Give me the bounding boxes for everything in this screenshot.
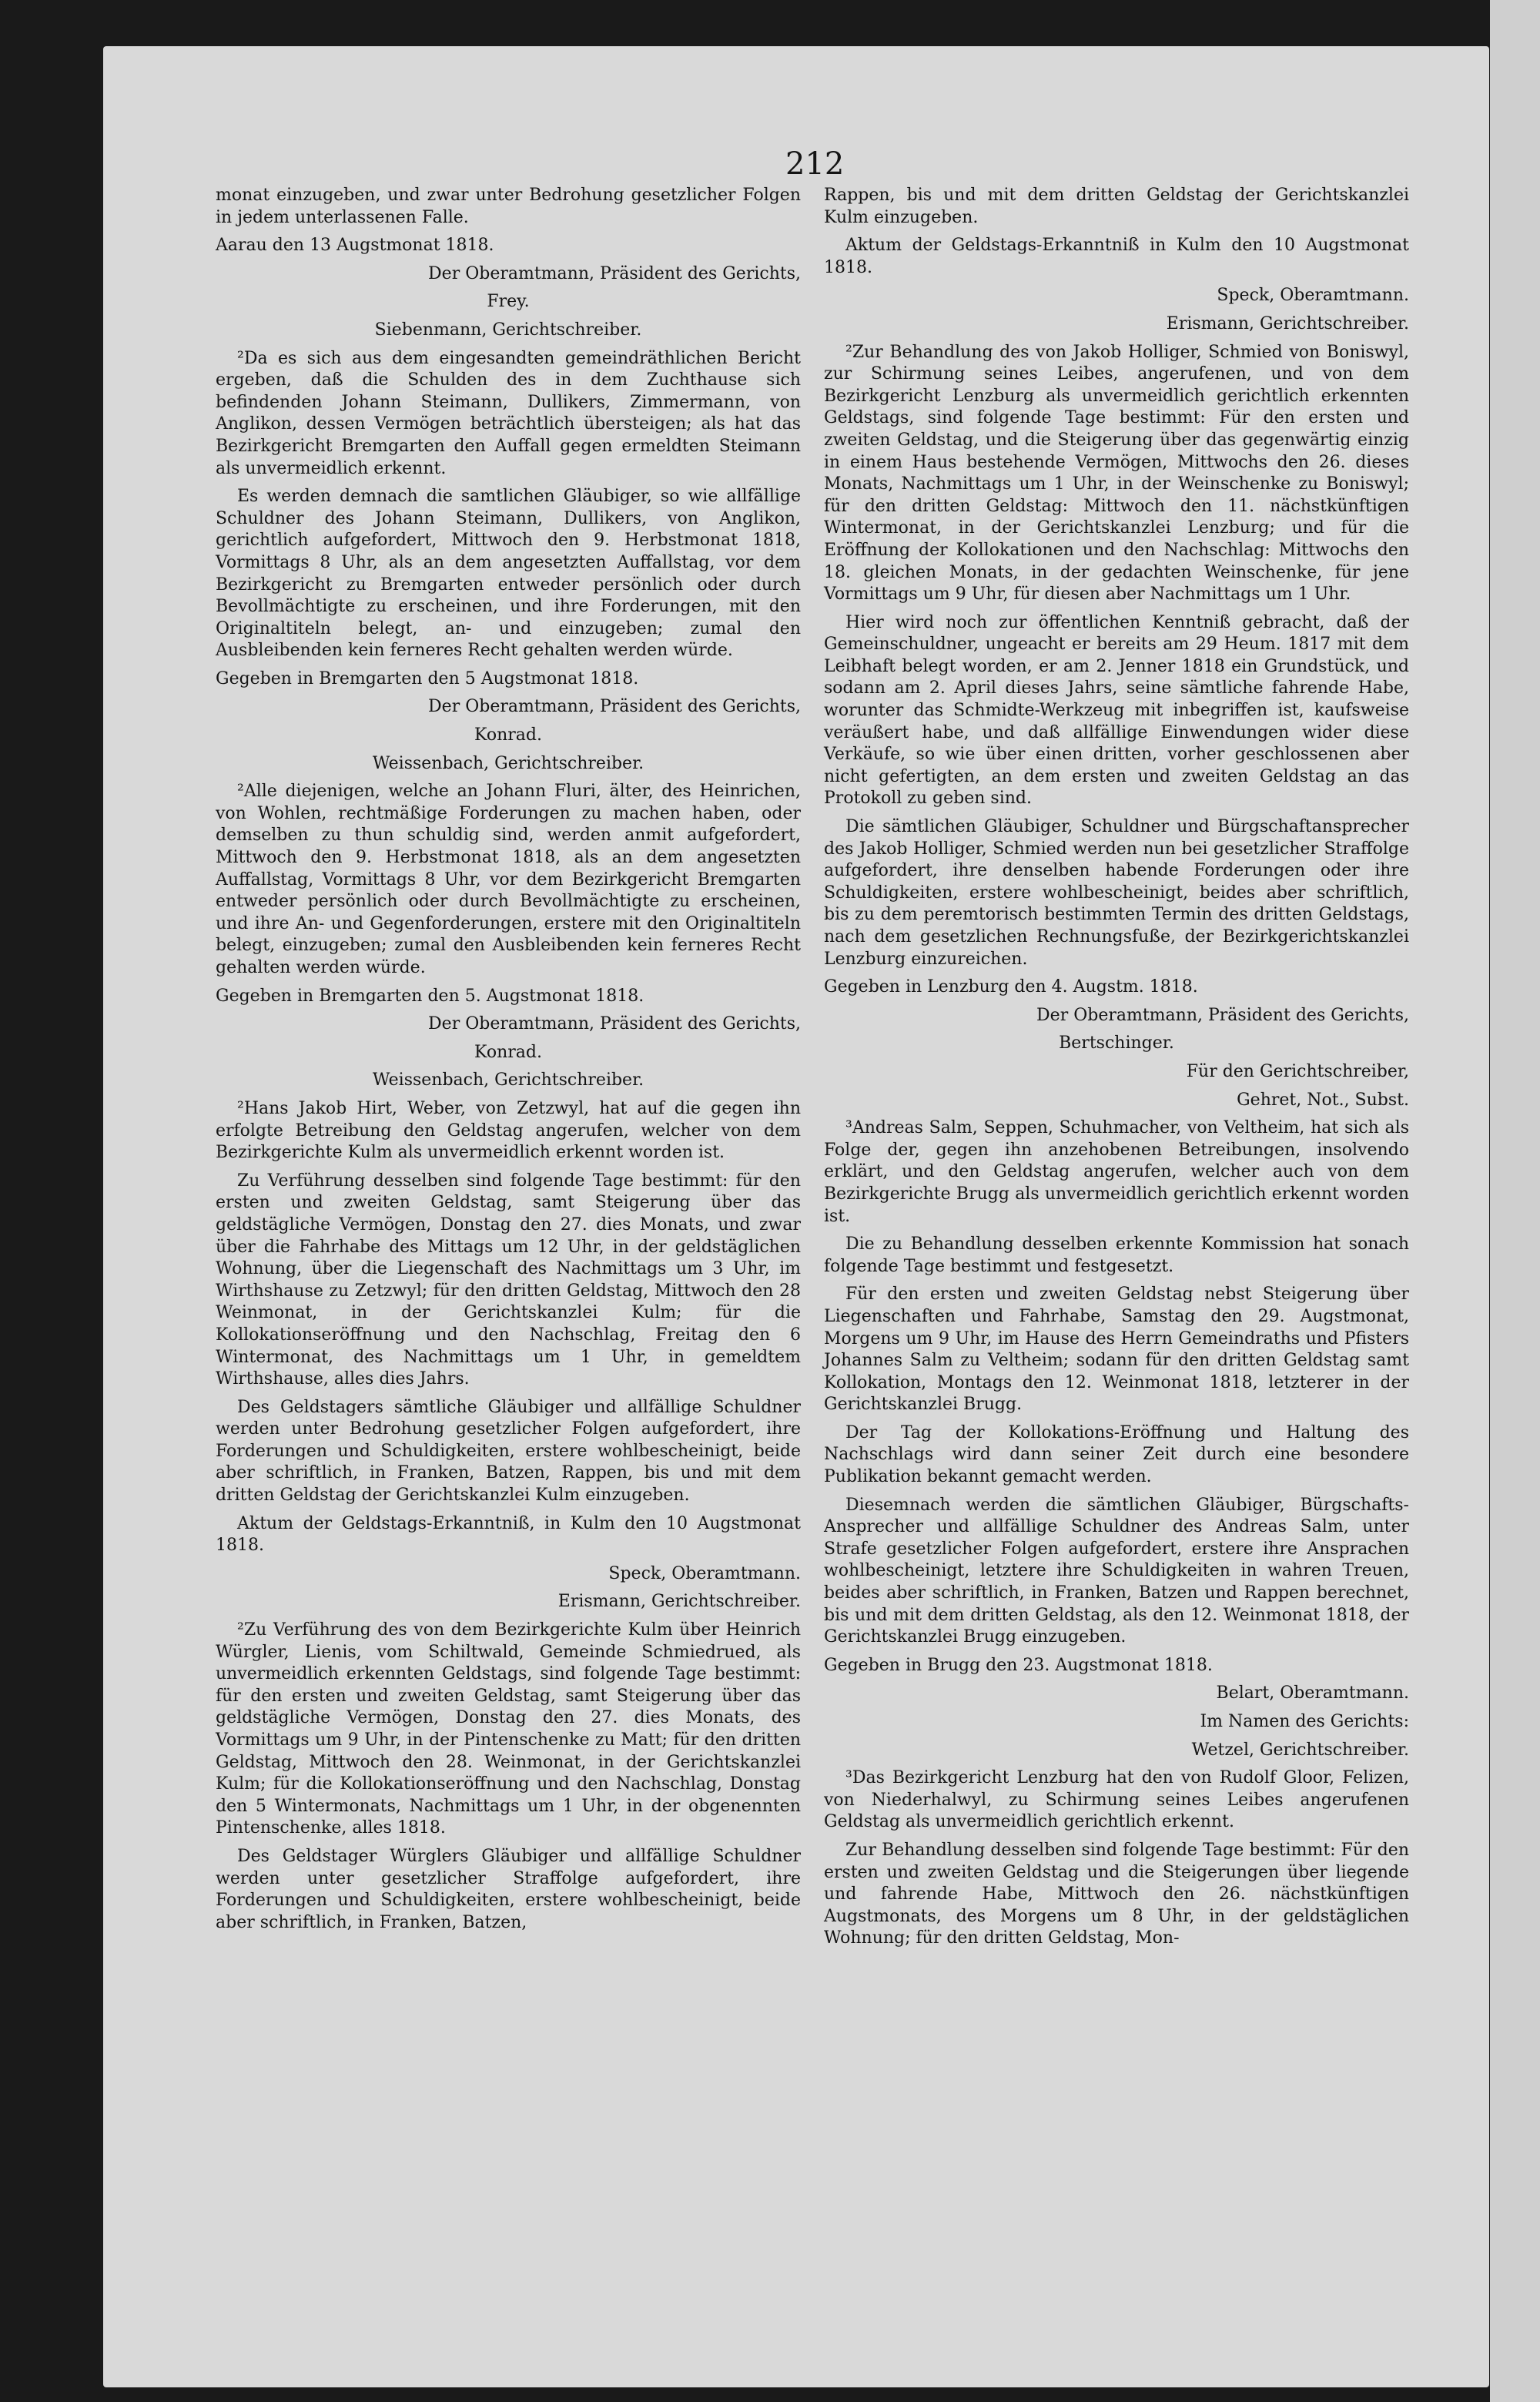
paragraph: Hier wird noch zur öffentlichen Kenntniß gebracht, daß der Gemeinschuldner, ungeacht er bereits am 29 Heum. 1817 mit dem Leibhaft belegt worden, er am 2. Jenner 1818 ein Grundstück, und sodann am 2. April dieses Jahrs, seine sämtliche fahrende Habe, worunter das Schmidte-Werkzeug mit inbegriffen ist, kaufsweise veräußert habe, und daß allfällige Einwendungen wider diese Verkäufe, so wie über einen dritten, vorher geschlossenen aber nicht gefertigten, an dem ersten und zweiten Geldstag an das Protokoll zu geben sind.	[824, 612, 1409, 809]
paragraph: Aktum der Geldstags-Erkanntniß, in Kulm den 10 Augstmonat 1818.	[216, 1513, 801, 1556]
paragraph: Diesemnach werden die sämtlichen Gläubiger, Bürgschafts-Ansprecher und allfällige Schuldner des Andreas Salm, unter Strafe gesetzlicher Folgen aufgefordert, erstere ihre Ansprachen wohlbescheinigt, letztere ihre Schuldigkeiten in wahren Treuen, beides aber schriftlich, in Franken, Batzen und Rappen berechnet, bis und mit dem dritten Geldstag, als den 12. Weinmonat 1818, der Gerichtskanzlei Brugg einzugeben.	[824, 1495, 1409, 1647]
paragraph: Zu Verführung desselben sind folgende Tage bestimmt: für den ersten und zweiten Geldstag, samt Steigerung über das geldstägliche Vermögen, Donstag den 27. dies Monats, und zwar über die Fahrhabe des Mittags um 12 Uhr, in der geldstäglichen Wohnung, über die Liegenschaft des Nachmittags um 3 Uhr, im Wirthshause zu Zetzwyl; für den dritten Geldstag, Mittwoch den 28 Weinmonat, in der Gerichtskanzlei Kulm; für die Kollokationseröffnung und den Nachschlag, Freitag den 6 Wintermonat, des Nachmittags um 1 Uhr, in gemeldtem Wirthshause, alles dies Jahrs.	[216, 1171, 801, 1389]
paragraph: ²Alle diejenigen, welche an Johann Fluri, älter, des Heinrichen, von Wohlen, rechtmäßige Forderungen zu machen haben, oder demselben zu thun schuldig sind, werden anmit aufgefordert, Mittwoch den 9. Herbstmonat 1818, als an dem angesetzten Auffallstag, Vormittags 8 Uhr, vor dem Bezirkgericht Bremgarten entweder persönlich oder durch Bevollmächtigte zu erscheinen, und ihre An- und Gegenforderungen, erstere mit den Originaltiteln belegt, einzugeben; zumal den Ausbleibenden kein ferneres Recht gehalten werden würde.	[216, 782, 801, 977]
paragraph: Frey.	[487, 292, 530, 312]
paragraph: ³Andreas Salm, Seppen, Schuhmacher, von Veltheim, hat sich als Folge der, gegen ihn anzehobenen Betreibungen, insolvendo erklärt, und den Geldstag angerufen, welcher auch von dem Bezirkgerichte Brugg als unvermeidlich gerichtlich erkennt worden ist.	[824, 1118, 1409, 1226]
paragraph: Siebenmann, Gerichtschreiber.	[374, 320, 642, 340]
paragraph: ²Hans Jakob Hirt, Weber, von Zetzwyl, hat auf die gegen ihn erfolgte Betreibung den Geldstag angerufen, welcher von dem Bezirkgerichte Kulm als unvermeidlich erkennt worden ist.	[216, 1098, 801, 1163]
paragraph: Der Oberamtmann, Präsident des Gerichts,	[428, 697, 801, 717]
paragraph: Der Tag der Kollokations-Eröffnung und Haltung des Nachschlags wird dann seiner Zeit durch eine besondere Publikation bekannt gemacht werden.	[824, 1422, 1409, 1487]
paragraph: Für den Gerichtschreiber,	[1186, 1061, 1409, 1081]
left-column	[216, 185, 801, 1940]
paragraph: Die zu Behandlung desselben erkennte Kommission hat sonach folgende Tage bestimmt und festgesetzt.	[824, 1235, 1409, 1276]
paragraph: Gegeben in Lenzburg den 4. Augstm. 1818.	[824, 977, 1198, 997]
paragraph: Konrad.	[474, 1042, 542, 1062]
paragraph: Die sämtlichen Gläubiger, Schuldner und Bürgschaftansprecher des Jakob Holliger, Schmied werden nun bei gesetzlicher Straffolge aufgefordert, ihre denselben habende Forderungen oder ihre Schuldigkeiten, erstere wohlbescheinigt, beides aber schriftlich, bis zu dem peremtorisch bestimmten Termin des dritten Geldstags, nach dem gesetzlichen Rechnungsfuße, der Bezirkgerichtskanzlei Lenzburg einzureichen.	[824, 817, 1409, 969]
paragraph: Erismann, Gerichtschreiber.	[557, 1592, 801, 1612]
paragraph: Des Geldstager Würglers Gläubiger und allfällige Schuldner werden unter gesetzlicher Straffolge aufgefordert, ihre Forderungen und Schuldigkeiten, erstere wohlbescheinigt, beide aber schriftlich, in Franken, Batzen,	[216, 1846, 801, 1932]
paragraph: Im Namen des Gerichts:	[1200, 1712, 1409, 1731]
paragraph: Gegeben in Bremgarten den 5 Augstmonat 1818.	[216, 668, 639, 688]
paragraph: Bertschinger.	[1059, 1033, 1174, 1054]
adjacent-page-edge	[1490, 0, 1540, 2402]
paragraph: Erismann, Gerichtschreiber.	[1166, 313, 1409, 333]
paragraph: Gehret, Not., Subst.	[1237, 1090, 1409, 1110]
paragraph: Der Oberamtmann, Präsident des Gerichts,	[428, 1014, 801, 1034]
paragraph: Des Geldstagers sämtliche Gläubiger und allfällige Schuldner werden unter Bedrohung gesetzlicher Folgen aufgefordert, ihre Forderungen und Schuldigkeiten, erstere wohlbescheinigt, beide aber schriftlich, in Franken, Batzen, Rappen, bis und mit dem dritten Geldstag der Gerichtskanzlei Kulm einzugeben.	[216, 1397, 801, 1506]
paragraph: Für den ersten und zweiten Geldstag nebst Steigerung über Liegenschaften und Fahrhabe, Samstag den 29. Augstmonat, Morgens um 9 Uhr, im Hause des Herrn Gemeindraths und Pfisters Johannes Salm zu Veltheim; sodann für den dritten Geldstag samt Kollokation, Montags den 12. Weinmonat 1818, letzterer in der Gerichtskanzlei Brugg.	[824, 1285, 1409, 1415]
paragraph: Weissenbach, Gerichtschreiber.	[372, 1070, 644, 1090]
paragraph: Gegeben in Bremgarten den 5. Augstmonat 1818.	[216, 986, 644, 1006]
paragraph: monat einzugeben, und zwar unter Bedrohung gesetzlicher Folgen in jedem unterlassenen Falle.	[216, 186, 801, 227]
page-number: 212	[785, 146, 845, 182]
paragraph: ²Zu Verführung des von dem Bezirkgerichte Kulm über Heinrich Würgler, Lienis, vom Schiltwald, Gemeinde Schmiedrued, als unvermeidlich erkennten Geldstags, sind folgende Tage bestimmt: für den ersten und zweiten Geldstag, samt Steigerung über das geldstägliche Vermögen, Donstag den 27. dies Monats, des Vormittags um 9 Uhr, in der Pintenschenke zu Matt; für den dritten Geldstag, Mittwoch den 28. Weinmonat, in der Gerichtskanzlei Kulm; für die Kollokationseröffnung und den Nachschlag, Donstag den 5 Wintermonats, Nachmittags um 1 Uhr, in der obgenennten Pintenschenke, alles 1818.	[216, 1620, 801, 1838]
paragraph: Weissenbach, Gerichtschreiber.	[372, 753, 644, 773]
paragraph: Wetzel, Gerichtschreiber.	[1191, 1740, 1409, 1760]
right-column	[824, 185, 1409, 1956]
paragraph: Rappen, bis und mit dem dritten Geldstag der Gerichtskanzlei Kulm einzugeben.	[824, 186, 1409, 227]
paragraph: Aktum der Geldstags-Erkanntniß in Kulm den 10 Augstmonat 1818.	[824, 236, 1409, 277]
paragraph: Der Oberamtmann, Präsident des Gerichts,	[428, 263, 801, 283]
paragraph: Der Oberamtmann, Präsident des Gerichts,	[1036, 1005, 1409, 1025]
paragraph: ²Zur Behandlung des von Jakob Holliger, Schmied von Boniswyl, zur Schirmung seines Leibes, angerufenen, und von dem Bezirkgericht Lenzburg als unvermeidlich gerichtlich erkennten Geldstags, sind folgende Tage bestimmt: Für den ersten und zweiten Geldstag, und die Steigerung über das gegenwärtig einzig in einem Haus bestehende Vermögen, Mittwochs den 26. dieses Monats, Nachmittags um 1 Uhr, in der Weinschenke zu Boniswyl; für den dritten Geldstag: Mittwoch den 11. nächstkünftigen Wintermonat, in der Gerichtskanzlei Lenzburg; und für die Eröffnung der Kollokationen und den Nachschlag: Mittwochs den 18. gleichen Monats, in der gedachten Weinschenke, für jene Vormittags um 9 Uhr, für diesen aber Nachmittags um 1 Uhr.	[824, 342, 1409, 605]
paragraph: ³Das Bezirkgericht Lenzburg hat den von Rudolf Gloor, Felizen, von Niederhalwyl, zu Schirmung seines Leibes angerufenen Geldstag als unvermeidlich gerichtlich erkennt.	[824, 1768, 1409, 1832]
paragraph: Aarau den 13 Augstmonat 1818.	[216, 236, 494, 256]
paragraph: Konrad.	[474, 725, 542, 745]
paragraph: Speck, Oberamtmann.	[608, 1563, 801, 1583]
paragraph: Es werden demnach die samtlichen Gläubiger, so wie allfällige Schuldner des Johann Steimann, Dullikers, von Anglikon, gerichtlich aufgefordert, Mittwoch den 9. Herbstmonat 1818, Vormittags 8 Uhr, als an dem angesetzten Auffallstag, vor dem Bezirkgericht zu Bremgarten entweder persönlich oder durch Bevollmächtigte zu erscheinen, und ihre Forderungen, mit den Originaltiteln belegt, an- und einzugeben; zumal den Ausbleibenden kein ferneres Recht gehalten werden würde.	[216, 487, 801, 661]
paragraph: Gegeben in Brugg den 23. Augstmonat 1818.	[824, 1655, 1213, 1675]
paragraph: Zur Behandlung desselben sind folgende Tage bestimmt: Für den ersten und zweiten Geldstag und die Steigerungen über liegende und fahrende Habe, Mittwoch den 26. nächstkünftigen Augstmonats, des Morgens um 8 Uhr, in der geldstäglichen Wohnung; für den dritten Geldstag, Mon-	[824, 1840, 1409, 1948]
paragraph: Belart, Oberamtmann.	[1216, 1683, 1409, 1704]
paragraph: Speck, Oberamtmann.	[1217, 286, 1409, 306]
paragraph: ²Da es sich aus dem eingesandten gemeindräthlichen Bericht ergeben, daß die Schulden des in dem Zuchthause sich befindenden Johann Steimann, Dullikers, Zimmermann, von Anglikon, dessen Vermögen beträchtlich übersteigen; als hat das Bezirkgericht Bremgarten den Auffall gegen ermeldten Steimann als unvermeidlich erkennt.	[216, 348, 801, 478]
